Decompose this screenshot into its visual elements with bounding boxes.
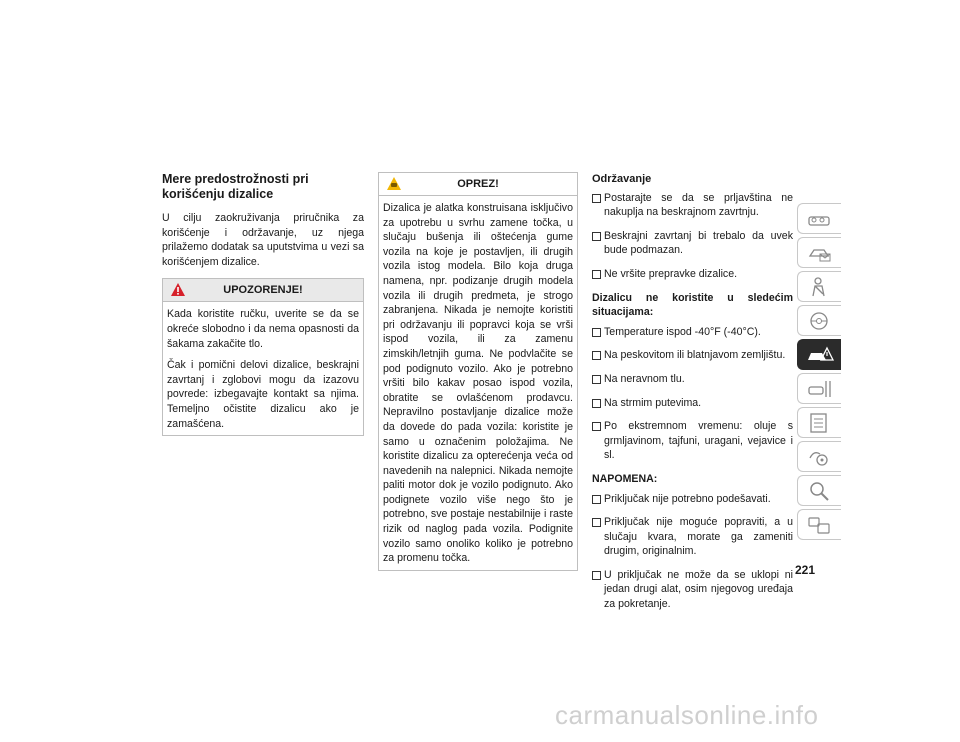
bullet-square-icon	[592, 518, 601, 527]
maintenance-heading: Održavanje	[592, 173, 652, 185]
do-not-use-heading: Dizalicu ne koristite u sledećim situacijama:	[592, 291, 793, 319]
column-right	[592, 172, 793, 621]
caution-body	[379, 195, 577, 570]
tab-servicing-maintenance[interactable]	[797, 373, 841, 404]
tab-technical-specifications[interactable]	[797, 407, 841, 438]
tab-starting-operating[interactable]	[797, 305, 841, 336]
steering-wheel-icon	[806, 310, 834, 332]
page-number: 221	[795, 563, 816, 577]
caution-title: OPREZ!	[457, 178, 499, 190]
section-tabs	[797, 203, 841, 543]
bullet-square-icon	[592, 375, 601, 384]
note-heading: NAPOMENA:	[592, 472, 658, 485]
bullet-square-icon	[592, 270, 601, 279]
bullet-square-icon	[592, 495, 601, 504]
bullet-square-icon	[592, 232, 601, 241]
emergency-car-icon	[806, 344, 834, 366]
warning-paragraph: Kada koristite ručku, uverite se da se okreće slobodno i da nema opasnosti da šakama zakačite tlo.	[167, 308, 359, 350]
caution-header	[379, 172, 577, 195]
list-item: Postarajte se da se prljavština ne nakuplja na beskrajnom zavrtnju.	[592, 191, 793, 220]
tab-safety[interactable]	[797, 271, 841, 302]
column-left	[162, 172, 364, 436]
column-middle	[378, 172, 578, 571]
tab-getting-to-know[interactable]	[797, 237, 841, 268]
intro-paragraph: U cilju zaokruživanja priručnika za korišćenje i održavanje, uz njega prilažemo dodatak sa uputstvima u vezi sa korišćenjem dizalice.	[162, 212, 364, 268]
list-item: Ne vršite prepravke dizalice.	[592, 267, 793, 282]
car-service-tools-icon	[806, 378, 834, 400]
warning-header	[163, 279, 363, 302]
tab-in-case-of-emergency[interactable]	[797, 339, 841, 370]
watermark: carmanualsonline.info	[555, 700, 819, 730]
car-envelope-icon	[806, 242, 834, 264]
list-item: Na peskovitom ili blatnjavom zemljištu.	[592, 348, 793, 363]
caution-box	[378, 172, 578, 571]
seatbelt-person-icon	[806, 276, 834, 298]
bullet-square-icon	[592, 422, 601, 431]
warning-title: UPOZORENJE!	[223, 284, 303, 297]
languages-icon	[806, 514, 834, 536]
warning-box	[162, 278, 364, 436]
section-heading: Mere predostrožnosti pri korišćenju dizalice	[162, 172, 309, 201]
bullet-square-icon	[592, 328, 601, 337]
car-dashboard-icon	[806, 208, 834, 230]
tab-index[interactable]	[797, 475, 841, 506]
multimedia-icon	[806, 446, 834, 468]
list-item: U priključak ne može da se uklopi ni jedan drugi alat, osim njegovog uređaja za pokretanje.	[592, 568, 793, 612]
list-item: Na neravnom tlu.	[592, 372, 793, 387]
magnifier-index-icon	[806, 480, 834, 502]
caution-paragraph: Dizalica je alatka konstruisana isključivo za upotrebu u svrhu zamene točka, u slučaju bušenja ili oštećenja gume vozila na koje je postavljen, ili drugih vozila istog modela. Bilo koja druga namena, npr. podizanje drugih modela vozila ili drugih predmeta, je strogo zabranjena. Nikada je nemojte koristiti pri održavanju ili popravci koja se vrši ispod vozila, ili za zamenu zimskih/letnjih guma. Ne podvlačite se pod podignuto vozilo. Ako je potrebno vršiti bilo kakav posao ispod vozila, obratite se ovlašćenom prodavcu. Nepravilno postavljanje dizalice može da dovede do pada vozila: koristite je samo u označenim položajima. Ne koristite dizalicu za opterećenja veća od navedenih na nalepnici. Nikada nemojte paliti motor dok je vozilo podignuto. Ako podignete vozilo više nego što je potrebno, sve postaje nestabilnije i raste rizik od naglog pada vozila. Podignite vozilo samo onoliko koliko je potrebno za promenu točka.	[383, 202, 573, 565]
bullet-square-icon	[592, 194, 601, 203]
warning-body	[163, 302, 363, 435]
list-item: Priključak nije moguće popraviti, a u slučaju kvara, morate ga zameniti drugim, originalnim.	[592, 515, 793, 559]
warning-paragraph: Čak i pomični delovi dizalice, beskrajni zavrtanj i zglobovi mogu da izazovu povrede: izbegavajte kontakt sa njima. Temeljno očistite dizalicu ako je zamašćena.	[167, 359, 359, 430]
list-item: Priključak nije potrebno podešavati.	[592, 492, 793, 507]
bullet-square-icon	[592, 351, 601, 360]
tab-dashboard[interactable]	[797, 203, 841, 234]
tab-multimedia[interactable]	[797, 441, 841, 472]
specifications-list-icon	[806, 412, 834, 434]
list-item: Beskrajni zavrtanj bi trebalo da uvek bude podmazan.	[592, 229, 793, 258]
list-item: Po ekstremnom vremenu: oluje s grmljavinom, tajfuni, uragani, vejavice i sl.	[592, 419, 793, 463]
list-item: Temperature ispod -40°F (-40°C).	[592, 325, 793, 340]
bullet-square-icon	[592, 399, 601, 408]
bullet-square-icon	[592, 571, 601, 580]
list-item: Na strmim putevima.	[592, 396, 793, 411]
tab-languages[interactable]	[797, 509, 841, 540]
